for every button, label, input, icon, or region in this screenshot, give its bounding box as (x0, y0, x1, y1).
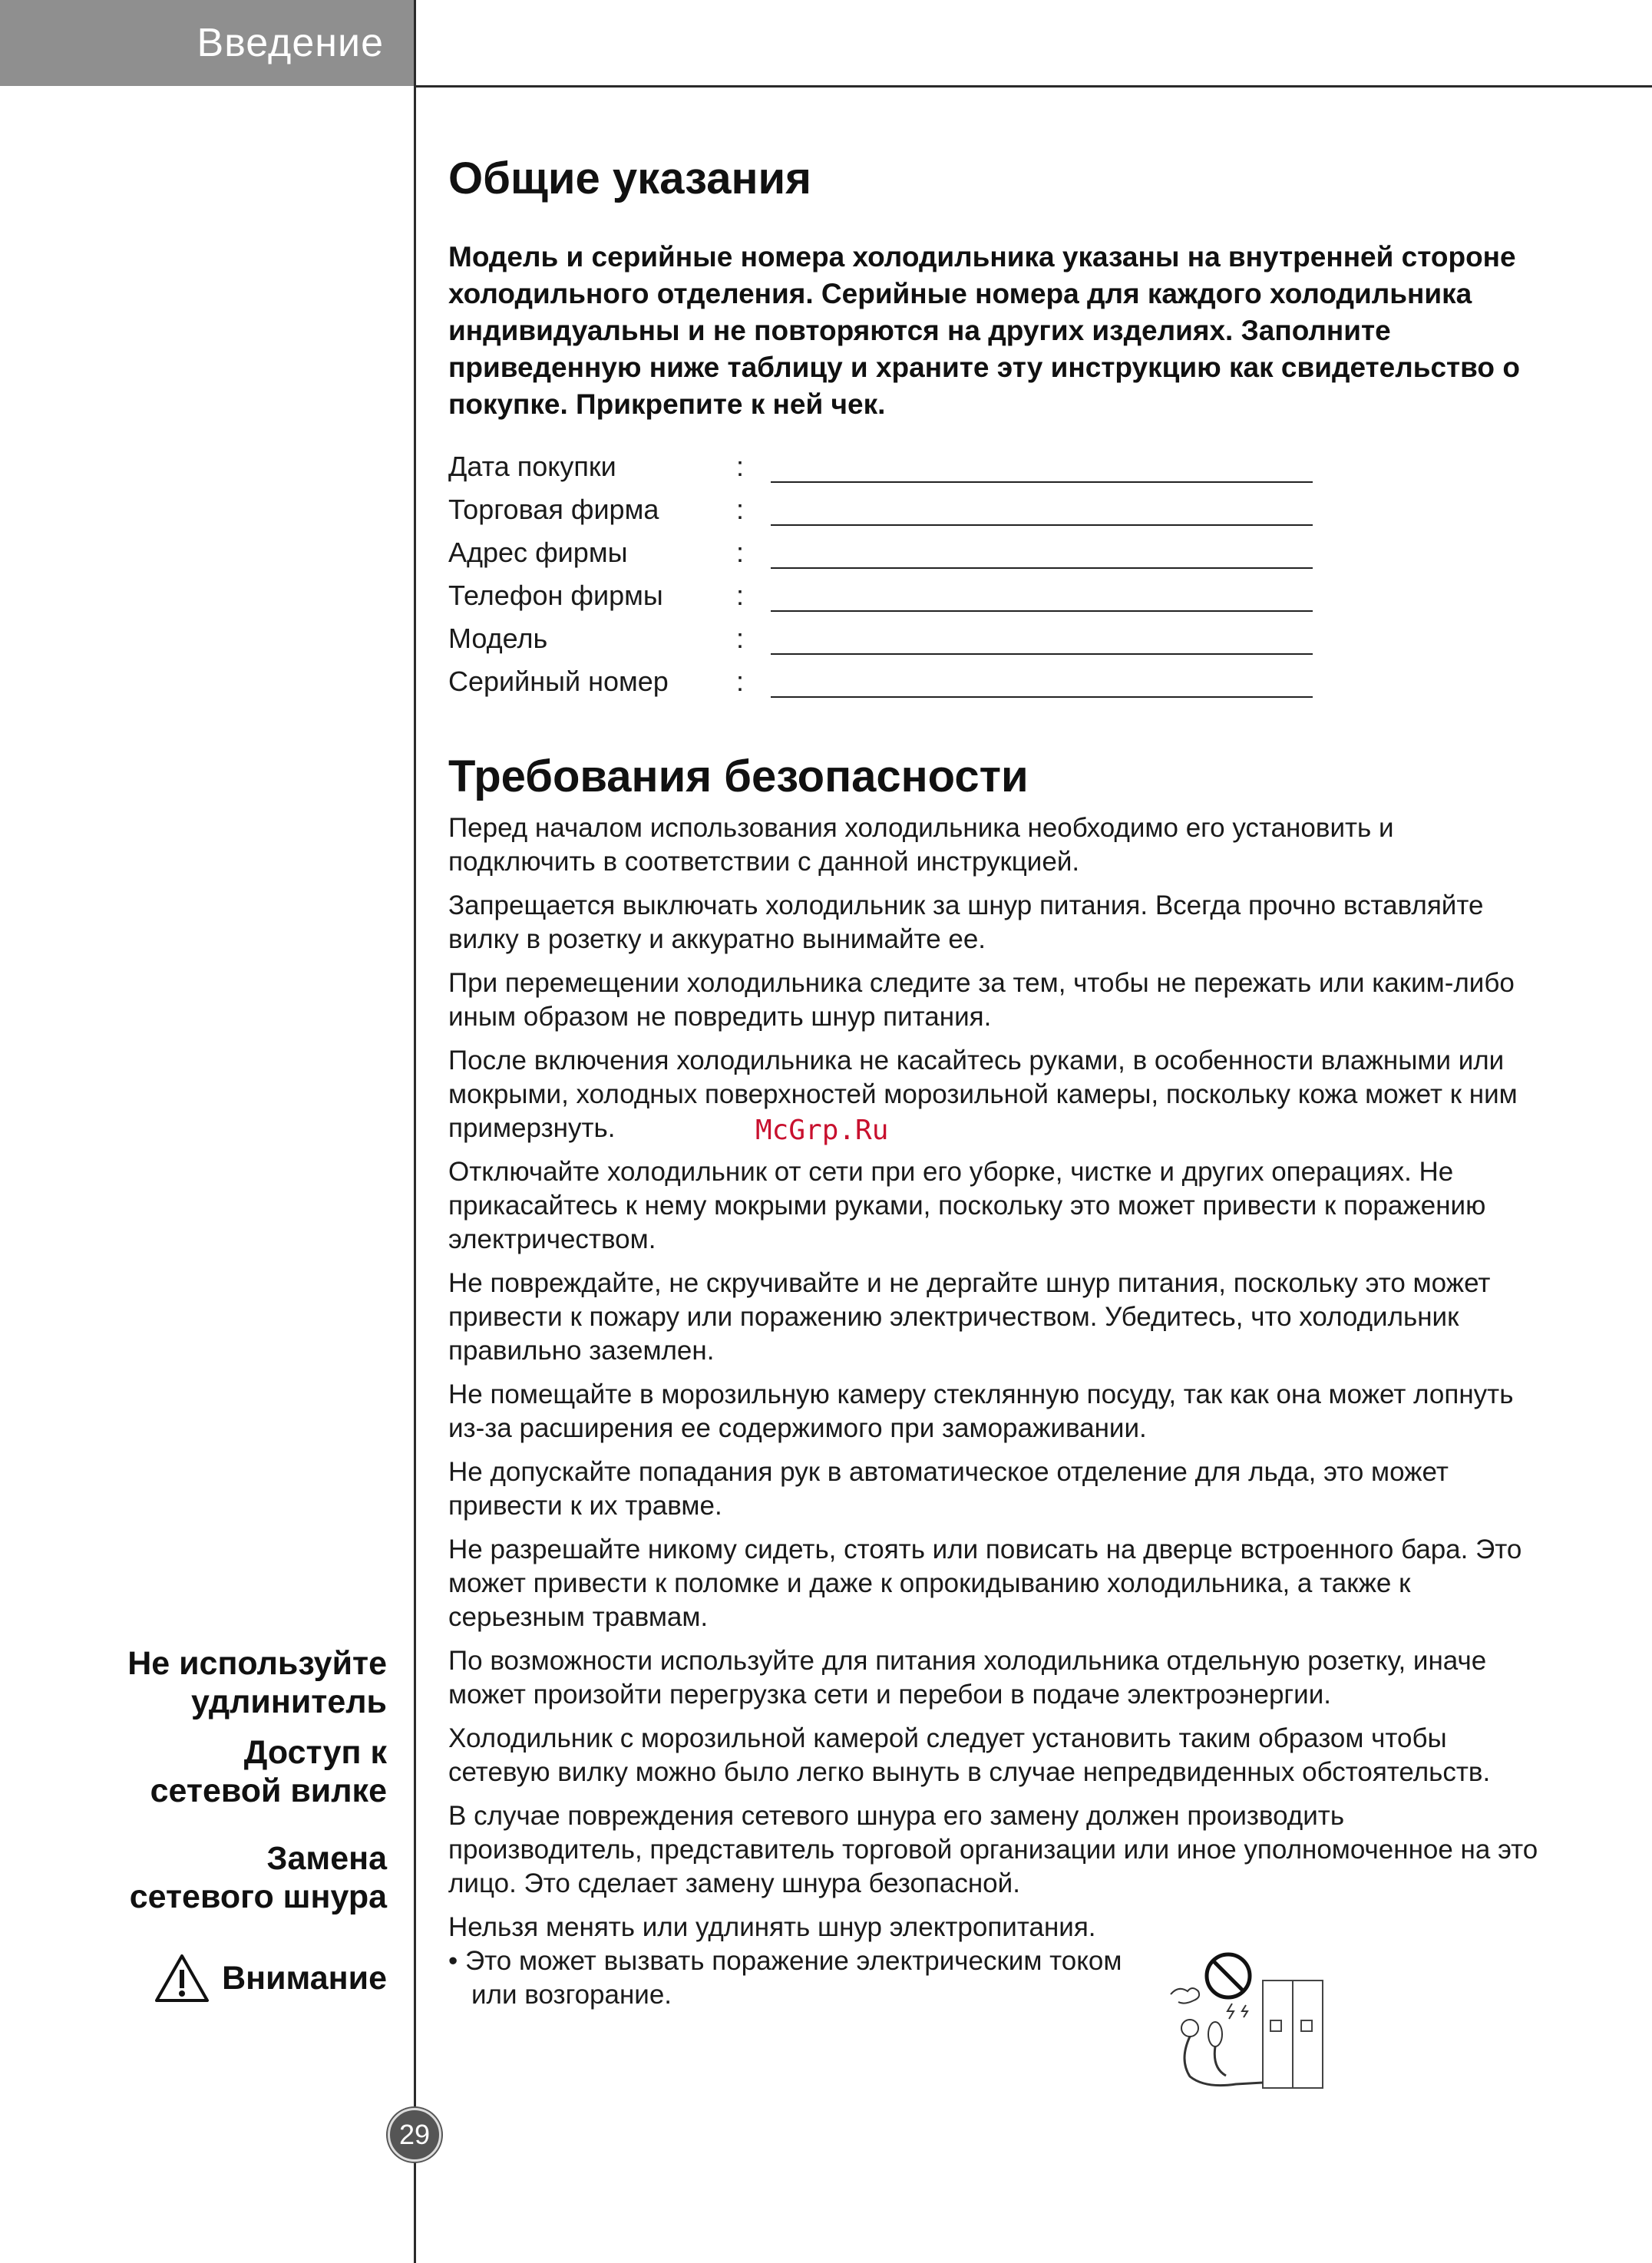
section-header-tab (0, 0, 415, 86)
safety-paragraph: Не разрешайте никому сидеть, стоять или повисать на дверце встроенного бара. Это может привести к поломке и даже к опрокидыванию холодильника, а также к серьезным травмам. (448, 1535, 1522, 1633)
form-row-serial (448, 655, 1538, 698)
form-row-purchase-date (448, 440, 1538, 483)
form-blank-line (771, 584, 1313, 612)
form-blank-line (771, 670, 1313, 698)
safety-paragraph: Не повреждайте, не скручивайте и не дергайте шнур питания, поскольку это может привести к пожару или поражению электричеством. Убедитесь, что холодильник правильно заземлен. (448, 1268, 1491, 1366)
header-rule (415, 85, 1652, 88)
side-label-extension: Не используйте удлинитель (127, 1645, 387, 1720)
form-label: Торговая фирма (448, 493, 659, 525)
watermark: McGrp.Ru (755, 1115, 889, 1146)
form-blank-line (771, 455, 1313, 483)
form-colon: : (736, 493, 745, 525)
safety-title: Требования безопасности (448, 751, 1029, 801)
side-label-plug: Доступ к сетевой вилке (150, 1734, 387, 1809)
side-label-cord: Замена сетевого шнура (129, 1840, 387, 1915)
main-content (448, 154, 1538, 2022)
section-title: Введение (197, 21, 384, 65)
safety-paragraph: Не помещайте в морозильную камеру стеклянную посуду, так как она может лопнуть из-за расширения ее содержимого при замораживании. (448, 1379, 1514, 1444)
form-row-dealer-address (448, 526, 1538, 569)
form-label: Дата покупки (448, 450, 616, 482)
purchase-form (448, 440, 1538, 698)
form-blank-line (771, 541, 1313, 569)
form-label: Модель (448, 622, 548, 654)
safety-paragraph: Не допускайте попадания рук в автоматическое отделение для льда, это может привести к их травме. (448, 1457, 1449, 1521)
safety-paragraph: При перемещении холодильника следите за тем, чтобы не пережать или каким-либо иным образом не повредить шнур питания. (448, 968, 1515, 1032)
form-row-dealer (448, 483, 1538, 526)
form-label: Серийный номер (448, 665, 669, 697)
form-colon: : (736, 665, 745, 697)
form-colon: : (736, 579, 745, 611)
no-plug-modification-icon (1155, 1950, 1332, 2096)
form-blank-line (771, 498, 1313, 526)
form-label: Телефон фирмы (448, 579, 663, 611)
form-row-dealer-phone (448, 569, 1538, 612)
form-colon: : (736, 450, 745, 482)
safety-paragraph-plug: Холодильник с морозильной камерой следует установить таким образом чтобы сетевую вилку можно было легко вынуть в случае непредвиденных обстоятельств. (448, 1723, 1491, 1788)
general-intro: Модель и серийные номера холодильника указаны на внутренней стороне холодильного отделения. Серийные номера для каждого холодильника индивидуальны и не повторяются на других изделиях. Заполните приведенную ниже таблицу и храните эту инструкцию как свидетельство о покупке. Прикрепите к ней чек. (448, 240, 1520, 420)
warning-triangle-icon (154, 1953, 210, 2004)
safety-paragraph: Запрещается выключать холодильник за шнур питания. Всегда прочно вставляйте вилку в розетку и аккуратно вынимайте ее. (448, 890, 1484, 955)
safety-paragraph: Перед началом использования холодильника необходимо его установить и подключить в соответствии с данной инструкцией. (448, 813, 1394, 877)
safety-paragraph-extension: По возможности используйте для питания холодильника отдельную розетку, иначе может произойти перегрузка сети и перебои в подаче электроэнергии. (448, 1646, 1487, 1710)
safety-paragraph: Отключайте холодильник от сети при его уборке, чистке и других операциях. Не прикасайтесь к нему мокрыми руками, поскольку это может привести к поражению электричеством. (448, 1157, 1486, 1255)
safety-paragraph-cord: В случае повреждения сетевого шнура его замену должен производить производитель, представитель торговой организации или иное уполномоченное на это лицо. Это сделает замену шнура безопасной. (448, 1801, 1538, 1899)
form-label: Адрес фирмы (448, 536, 628, 568)
warning-bullet: • Это может вызвать поражение электрическим током или возгорание. (448, 1946, 1122, 2010)
warning-block (448, 1911, 1538, 2012)
safety-paragraph: После включения холодильника не касайтесь руками, в особенности влажными или мокрыми, холодных поверхностей морозильной камеры, поскольку кожа может к ним примерзнуть. (448, 1046, 1518, 1144)
general-title: Общие указания (448, 154, 812, 203)
form-colon: : (736, 536, 745, 568)
page-number: 29 (388, 2108, 441, 2162)
form-colon: : (736, 622, 745, 654)
form-row-model (448, 612, 1538, 655)
form-blank-line (771, 627, 1313, 655)
side-label-attention: Внимание (154, 1953, 387, 2004)
warning-text: Нельзя менять или удлинять шнур электропитания. (448, 1912, 1096, 1943)
margin-rule (414, 0, 416, 2263)
